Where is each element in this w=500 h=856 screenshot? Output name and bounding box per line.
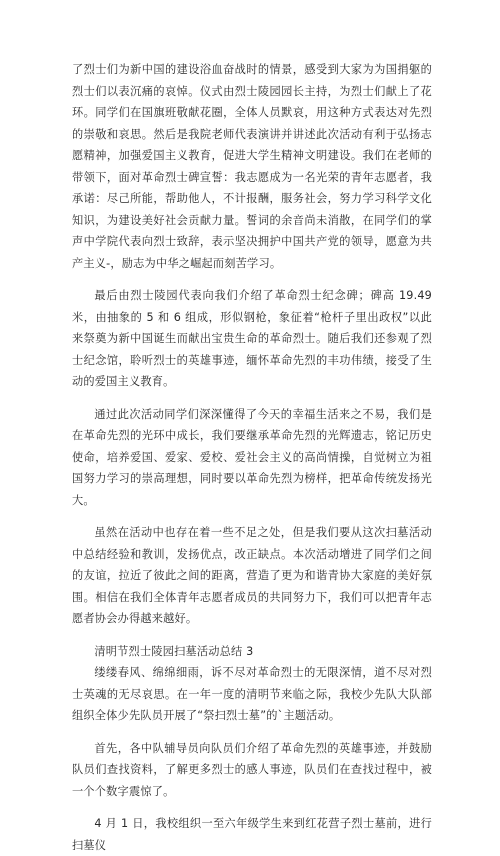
paragraph-section-intro: 缕缕春风、绵绵细雨，诉不尽对革命烈士的无限深情，道不尽对烈士英魂的无尽哀思。在一年一度的清明节来临之际，我校少先队大队部组织全体少先队员开展了“祭扫烈士墓”的`主题活动。: [72, 666, 432, 722]
paragraph-summary: 虽然在活动中也存在着一些不足之处，但是我们要从这次扫墓活动中总结经验和教训，发扬优点，改正缺点。本次活动增进了同学们之间的友谊，拉近了彼此之间的距离，营造了更为和谐青协大家庭的美好氛围。相信在我们全体青年志愿者成员的共同努力下，我们可以把青年志愿者协会办得越来越好。: [72, 526, 432, 625]
paragraph-section-first: 首先，各中队辅导员向队员们介绍了革命先烈的英雄事迹，并鼓励队员们查找资料，了解更多烈士的感人事迹，队员们在查找过程中，被一个个数字震惊了。: [72, 741, 432, 798]
section-title: 清明节烈士陵园扫墓活动总结 3: [94, 644, 254, 658]
paragraph-section-date: 4 月 1 日，我校组织一至六年级学生来到红花营子烈士墓前，进行扫墓仪: [72, 817, 432, 852]
document-body: [72, 59, 432, 856]
paragraph-monument: 最后由烈士陵园代表向我们介绍了革命烈士纪念碑；碑高 19.49 米，由抽象的 5 和 6 组成，形似钢枪，象征着“枪杆子里出政权”以此来祭奠为新中国诞生而献出宝贵生命的革命烈士。随后我们还参观了烈士纪念馆，聆听烈士的英雄事迹，缅怀革命先烈的丰功伟绩，接受了生动的爱国主义教育。: [72, 289, 432, 388]
paragraph-reflection: 通过此次活动同学们深深懂得了今天的幸福生活来之不易，我们是在革命先烈的光环中成长，我们要继承革命先烈的光辉遗志，铭记历史使命，培养爱国、爱家、爱校、爱社会主义的高尚情操，自觉树立为祖国努力学习的崇高理想，同时要以革命先烈为榜样，把革命传统发扬光大。: [72, 407, 432, 507]
paragraph-ceremony: 了烈士们为新中国的建设浴血奋战时的情景，感受到大家为为国捐躯的烈士们以表沉痛的哀悼。仪式由烈士陵园园长主持，为烈士们献上了花环。同学们在国旗班敬献花圈，全体人员默哀，用这种方式表达对先烈的崇敬和哀思。然后是我院老师代表演讲并讲述此次活动有利于弘扬志愿精神，加强爱国主义教育，促进大学生精神文明建设。我们在老师的带领下，面对革命烈士碑宣誓：我志愿成为一名光荣的青年志愿者，我承诺：尽己所能，帮助他人，不计报酬，服务社会，努力学习科学文化知识，为建设美好社会贡献力量。誓词的余音尚未消散，在同学们的掌声中学院代表向烈士致辞，表示坚决拥护中国共产党的领导，愿意为共产主义-，励志为中华之崛起而刻苦学习。: [72, 63, 432, 270]
